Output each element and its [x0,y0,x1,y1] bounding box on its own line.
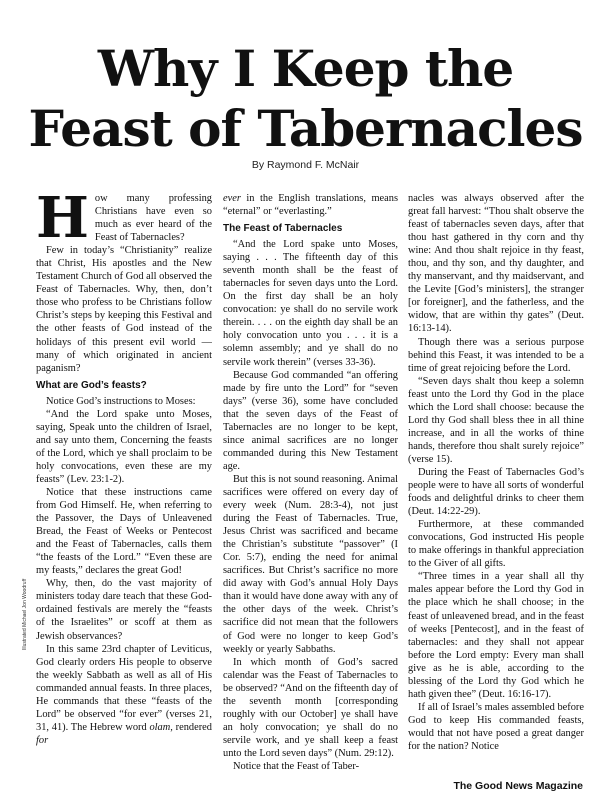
drop-cap: H [36,192,89,251]
paragraph: Furthermore, at these commanded convocations, God instructed His people to make offerings in thankful appreciation to the Giver of all gifts. [408,519,584,570]
paragraph: If all of Israel’s males assembled before God to keep His commanded feasts, would that not have posed a great danger for the nation? Notice [408,701,584,752]
paragraph: “Three times in a year shall all thy males appear before the Lord thy God in the place which he shall choose; in the feast of unleavened bread, and in the feast of weeks [Pentecost], and in the feast of tabernacles: and they shall not appear before the Lord empty: Every man shall give as he is able, according to the blessing of the Lord thy God which he hath given thee” (Deut. 16:16-17). [408,571,584,700]
photo-credit: Illustrated Michael Jon Woodruff [22,578,28,650]
paragraph: But this is not sound reasoning. Animal sacrifices were offered on every day of every week (Num. 28:3-4), not just during the Feast of Tabernacles. True, Jesus Christ was sacrificed and became the Christian’s substitute “passover” (I Cor. 5:7), ending the need for animal sacrifices. But Christ’s sacrifice no more did away with God’s annual Holy Days than it would have done away with any of the other days of the week. Christ’s sacrifice did not mean that the followers of God were no longer to keep God’s weekly or yearly Sabbaths. [223,473,398,655]
paragraph: “Seven days shalt thou keep a solemn feast unto the Lord thy God in the place which the Lord shall choose: because the Lord thy God shall bless thee in all thine increase, and in all the works of thine hands, therefore thou shalt surely rejoice” (verse 15). [408,375,584,465]
paragraph: Notice God’s instructions to Moses: [46,395,196,407]
paragraph: Notice that the Feast of Taber- [233,760,360,772]
paragraph: Why, then, do the vast majority of ministers today dare teach that these God-ordained festivals are merely the “feasts of the Israelites” or scoff at them as Jewish observances? [36,578,212,642]
paragraph: ever in the English translations, means “eternal” or “everlasting.” [223,193,398,218]
paragraph: “And the Lord spake unto Moses, saying, Speak unto the children of Israel, and say unto them, Concerning the feasts of the Lord, which ye shall proclaim to be holy convocations, even these are my feasts” (Lev. 23:1-2). [36,408,212,485]
intro-paragraph: How many professing Christians have even so much as ever heard of the Feast of Tabernacles? [36,192,212,251]
paragraph: Though there was a serious purpose behind this Feast, it was intended to be a time of great rejoicing before the Lord. [408,336,584,374]
paragraph: In this same 23rd chapter of Leviticus, God clearly orders His people to observe the weekly Sabbath as well as all of His commanded annual feasts. In three places, He commands that these “feasts of the Lord” be observed “for ever” (verses 21, 31, 41). The Hebrew word olam, rendered for [36,643,212,746]
magazine-name: The Good News Magazine [453,780,583,792]
paragraph: During the Feast of Tabernacles God’s people were to have all sorts of wonderful foods and delightful drinks to cheer them (Deut. 14:22-29). [408,466,584,518]
paragraph: Few in today’s “Christianity” realize that Christ, His apostles and the New Testament Church of God all observed the Feast of Tabernacles. Why, then, don’t those who profess to be Christians follow Christ’s steps by keeping this Festival and the other feasts of God instead of the holidays of this present evil world — many of which originated in ancient paganism? [36,245,212,374]
article-title-line-2: Feast of Tabernacles [28,99,583,158]
paragraph: nacles was always observed after the great fall harvest: “Thou shalt observe the feast of tabernacles seven days, after that thou hast gathered in thy corn and thy wine: And thou shalt rejoice in thy feast, thou, and thy son, and thy daughter, and thy manservant, and thy maidservant, and the Levite [God’s ministers], the stranger [or foreigner], and the fatherless, and the widow, that are within thy gates” (Deut. 16:13-14). [408,193,584,335]
paragraph: In which month of God’s sacred calendar was the Feast of Tabernacles to be observed? “And on the fifteenth day of the seventh month [corresponding roughly with our October] ye shall have an holy convocation; ye shall do no servile work, and ye shall keep a feast unto the Lord seven days” (Num. 29:12). [223,656,398,759]
column-1 [36,192,212,777]
paragraph: “And the Lord spake unto Moses, saying . . . The fifteenth day of this seventh month shall be the feast of tabernacles for seven days unto the Lord. On the first day shall be an holy convocation: ye shall do no servile work therein. . . . on the eighth day shall be an holy convocation unto you . . . it is a solemn assembly; and ye shall do no servile work therein” (verses 33-36). [223,239,398,368]
subheading: The Feast of Tabernacles [223,223,343,235]
byline: By Raymond F. McNair [251,159,360,171]
paragraph: Because God commanded “an offering made by fire unto the Lord” for “seven days” (verse 36), some have concluded that the seven days of the Feast of Tabernacles are no longer to be kept, since animal sacrifices are no longer commanded during this New Testament age. [223,369,398,472]
column-3 [408,192,584,777]
column-2 [223,192,398,777]
article-title-line-1: Why I Keep the [97,39,514,98]
subheading: What are God’s feasts? [36,379,147,391]
paragraph: Notice that these instructions came from God Himself. He, when referring to the Passover, the Days of Unleavened Bread, the Feast of Weeks or Pentecost and the Feast of Tabernacles, calls them “the feasts of the Lord.” “Even these are my feasts,” declares the great God! [36,486,212,577]
